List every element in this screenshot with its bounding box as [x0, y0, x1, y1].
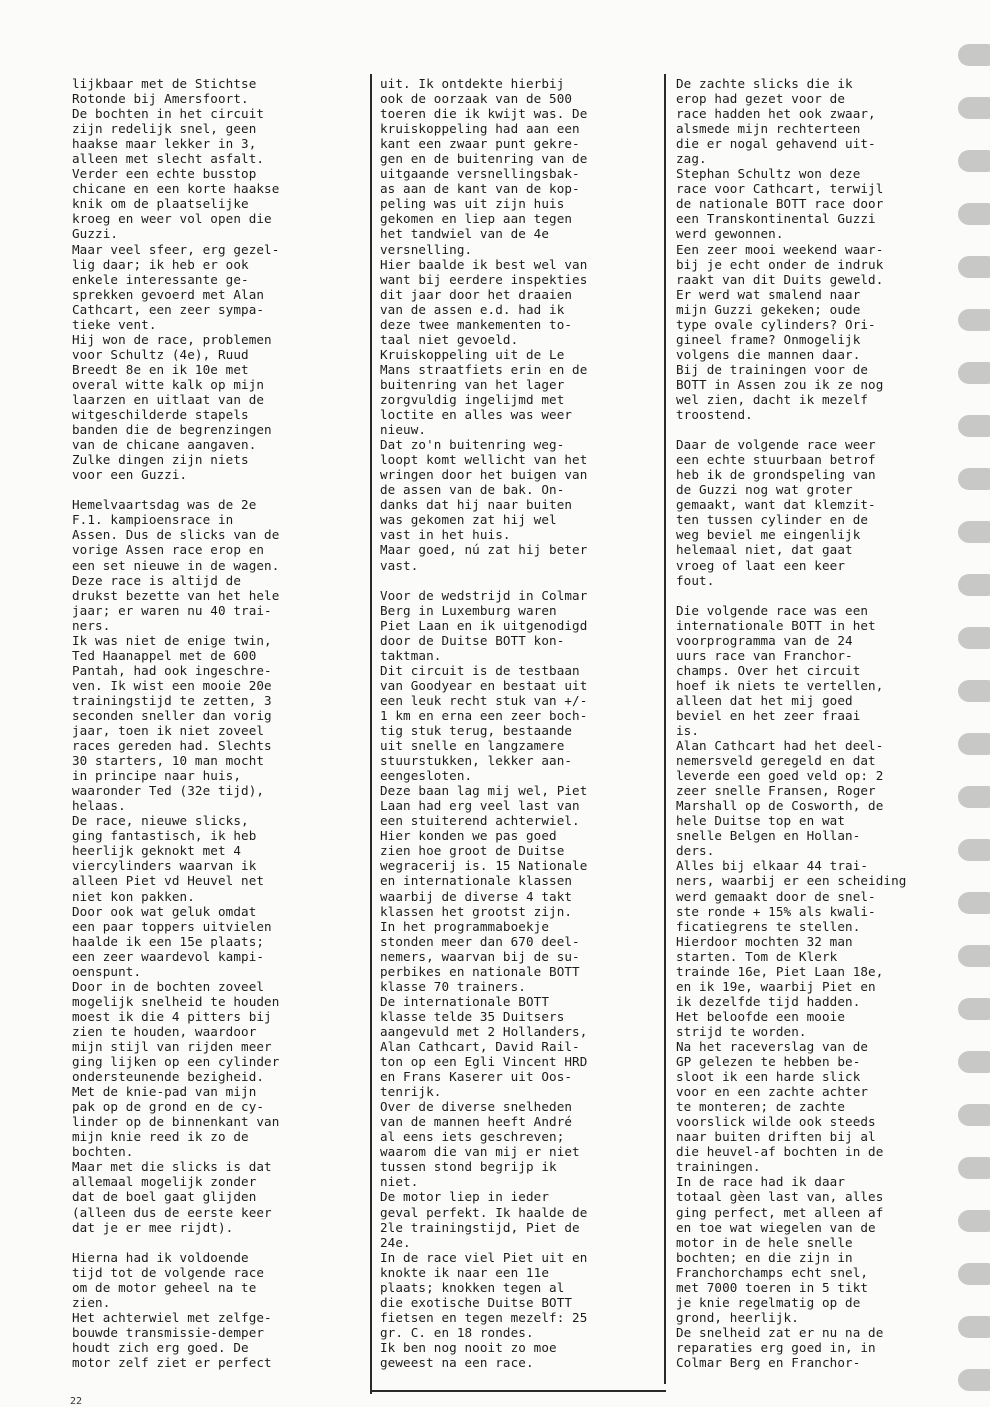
- text-line: Pantah, had ook ingeschre-: [72, 662, 272, 678]
- binder-hole: [958, 150, 990, 172]
- text-line: bouwde transmissie-demper: [72, 1324, 265, 1340]
- text-line: zijn redelijk snel, geen: [72, 121, 257, 137]
- text-line: weg beviel me eingenlijk: [676, 527, 861, 543]
- text-line: was gekomen zat hij wel: [380, 512, 557, 528]
- text-line: 2le trainingstijd, Piet de: [380, 1219, 580, 1235]
- text-line: Ik was niet de enige twin,: [72, 632, 272, 648]
- text-line: jaar, toen ik niet zoveel: [72, 723, 265, 739]
- text-line: Assen. Dus de slicks van de: [72, 527, 280, 543]
- text-line: Dat zo'n buitenring weg-: [380, 437, 565, 453]
- text-line: zag.: [676, 151, 707, 167]
- binder-hole: [958, 998, 990, 1020]
- text-line: taal niet gevoeld.: [380, 331, 519, 347]
- text-line: Laan had erg veel last van: [380, 798, 580, 814]
- binder-hole: [958, 1051, 990, 1073]
- binder-hole: [958, 256, 990, 278]
- text-line: haakse maar lekker in 3,: [72, 136, 257, 152]
- text-line: Die volgende race was een: [676, 602, 869, 618]
- text-line: een stuiterend achterwiel.: [380, 813, 580, 829]
- text-line: linder op de binnenkant van: [72, 1114, 280, 1130]
- text-line: In de race viel Piet uit en: [380, 1249, 588, 1265]
- text-line: De internationale BOTT: [380, 993, 550, 1009]
- text-line: Berg in Luxemburg waren: [380, 602, 557, 618]
- text-line: peling was uit zijn huis: [380, 196, 565, 212]
- text-line: want bij eerdere inspekties: [380, 271, 588, 287]
- text-line: erop had gezet voor de: [676, 91, 846, 107]
- text-line: Deze baan lag mij wel, Piet: [380, 783, 588, 799]
- column-divider-2: [664, 74, 666, 1384]
- text-line: waarom die van mij er niet: [380, 1144, 580, 1160]
- text-line: Bij de trainingen voor de: [676, 361, 869, 377]
- text-line: bochten.: [72, 1144, 134, 1160]
- text-line: klasse 70 trainers.: [380, 978, 526, 994]
- text-line: voorslick wilde ook steeds: [676, 1114, 876, 1130]
- text-line: ders.: [676, 843, 715, 859]
- text-line: Daar de volgende race weer: [676, 437, 876, 453]
- text-line: De zachte slicks die ik: [676, 76, 853, 91]
- text-line: kant een zwaar punt gekre-: [380, 136, 580, 152]
- text-line: oenspunt.: [72, 963, 142, 979]
- text-line: tieke vent.: [72, 316, 157, 332]
- text-line: Voor de wedstrijd in Colmar: [380, 587, 588, 603]
- text-line: Deze race is altijd de: [72, 572, 242, 588]
- text-line: drukst bezette van het hele: [72, 587, 280, 603]
- text-line: Guzzi.: [72, 226, 119, 242]
- text-line: voor een Guzzi.: [72, 467, 188, 483]
- text-line: Er werd wat smalend naar: [676, 286, 861, 302]
- text-line: de assen van de bak. On-: [380, 482, 565, 498]
- text-line: In het programmaboekje: [380, 918, 550, 934]
- binder-hole: [958, 1157, 990, 1179]
- binder-hole: [958, 1316, 990, 1338]
- text-line: Hij won de race, problemen: [72, 331, 272, 347]
- text-line: gekomen en liep aan tegen: [380, 211, 573, 227]
- text-line: voor en een zachte achter: [676, 1084, 869, 1100]
- text-line: naar buiten driften bij al: [676, 1129, 876, 1145]
- text-line: internationale BOTT in het: [676, 617, 876, 633]
- binder-hole: [958, 574, 990, 596]
- text-line: ik dezelfde tijd hadden.: [676, 993, 861, 1009]
- binder-hole: [958, 1104, 990, 1126]
- text-line: type ovale cylinders? Ori-: [676, 316, 876, 332]
- text-line: heb ik de grondspeling van: [676, 467, 876, 483]
- text-column-3: [676, 76, 952, 1370]
- text-line: vast.: [380, 557, 419, 573]
- text-line: reparaties erg goed in, in: [676, 1339, 876, 1355]
- text-line: tijd tot de volgende race: [72, 1264, 265, 1280]
- text-line: eengesloten.: [380, 768, 473, 784]
- text-line: loopt komt wellicht van het: [380, 452, 588, 468]
- text-line: bochten; en die zijn in: [676, 1249, 853, 1265]
- text-line: niet.: [380, 1174, 419, 1190]
- text-line: seconden sneller dan vorig: [72, 707, 272, 723]
- text-line: motor in de hele snelle: [676, 1234, 853, 1250]
- text-line: ficatiegrens te stellen.: [676, 918, 861, 934]
- text-line: Franchorchamps echt snel,: [676, 1264, 869, 1280]
- text-line: totaal gèen last van, alles: [676, 1189, 884, 1205]
- binder-hole: [958, 680, 990, 702]
- text-line: races gereden had. Slechts: [72, 738, 272, 754]
- text-line: Na het raceverslag van de: [676, 1039, 869, 1054]
- text-line: enkele interessante ge-: [72, 271, 249, 287]
- text-line: zien.: [72, 1294, 111, 1310]
- text-line: Door in de bochten zoveel: [72, 978, 265, 994]
- text-line: nieuw.: [380, 422, 427, 438]
- text-line: 24e.: [380, 1234, 411, 1250]
- text-line: wegracerij is. 15 Nationale: [380, 858, 588, 874]
- text-line: Cathcart, een zeer sympa-: [72, 301, 265, 317]
- text-line: lijkbaar met de Stichtse: [72, 76, 257, 91]
- text-line: mogelijk snelheid te houden: [72, 993, 280, 1009]
- text-line: Kruiskoppeling uit de Le: [380, 346, 565, 362]
- text-line: ging fantastisch, ik heb: [72, 828, 257, 844]
- text-line: [676, 422, 952, 437]
- text-line: hoef ik niets te vertellen,: [676, 677, 884, 693]
- text-line: ten tussen cylinder en de: [676, 512, 869, 528]
- text-line: Rotonde bij Amersfoort.: [72, 91, 249, 107]
- text-line: alleen Piet vd Heuvel net: [72, 873, 265, 889]
- text-line: Mans straatfiets erin en de: [380, 361, 588, 377]
- text-line: en Frans Kaserer uit Oos-: [380, 1069, 573, 1085]
- text-line: ging perfect, met alleen af: [676, 1204, 884, 1220]
- text-line: een set nieuwe in de wagen.: [72, 557, 280, 573]
- binder-hole: [958, 521, 990, 543]
- text-line: Door ook wat geluk omdat: [72, 903, 257, 919]
- text-line: alleen met slecht asfalt.: [72, 151, 265, 167]
- text-line: [676, 588, 952, 603]
- text-line: vorige Assen race erop en: [72, 542, 265, 558]
- text-line: snelle Belgen en Hollan-: [676, 828, 861, 844]
- text-line: Hier konden we pas goed: [380, 828, 557, 844]
- text-line: (alleen dus de eerste keer: [72, 1204, 272, 1220]
- text-line: het tandwiel van de 4e: [380, 226, 550, 242]
- text-line: BOTT in Assen zou ik ze nog: [676, 376, 884, 392]
- text-line: kruiskoppeling had aan een: [380, 121, 580, 137]
- binder-hole: [958, 1263, 990, 1285]
- text-line: sprekken gevoerd met Alan: [72, 286, 265, 302]
- text-line: ners.: [72, 617, 111, 633]
- text-line: en internationale klassen: [380, 873, 573, 889]
- text-line: beviel en het zeer fraai: [676, 707, 861, 723]
- text-line: Piet Laan en ik uitgenodigd: [380, 617, 588, 633]
- text-line: trainingstijd te zetten, 3: [72, 692, 272, 708]
- text-line: Verder een echte busstop: [72, 166, 257, 182]
- text-line: ondersteunende bezigheid.: [72, 1069, 265, 1085]
- text-line: Het beloofde een mooie: [676, 1008, 846, 1024]
- text-line: Hemelvaartsdag was de 2e: [72, 497, 257, 513]
- text-line: al eens iets geschreven;: [380, 1129, 565, 1145]
- text-line: voor Schultz (4e), Ruud: [72, 346, 249, 362]
- text-line: uurs race van Franchor-: [676, 647, 853, 663]
- text-line: geval perfekt. Ik haalde de: [380, 1204, 588, 1220]
- text-line: de Guzzi nog wat groter: [676, 482, 853, 498]
- text-line: nemers, waarvan bij de su-: [380, 948, 580, 964]
- text-line: uit. Ik ontdekte hierbij: [380, 76, 565, 91]
- binder-hole: [958, 1369, 990, 1391]
- text-line: wringen door het buigen van: [380, 467, 588, 483]
- text-line: viercylinders waarvan ik: [72, 858, 257, 874]
- text-line: zorgvuldig ingelijmd met: [380, 391, 565, 407]
- text-line: trainingen.: [676, 1159, 761, 1175]
- text-line: kroeg en weer vol open die: [72, 211, 272, 227]
- text-line: strijd te worden.: [676, 1023, 807, 1039]
- text-line: wel zien, dacht ik mezelf: [676, 391, 869, 407]
- text-line: overal witte kalk op mijn: [72, 376, 265, 392]
- text-line: te monteren; de zachte: [676, 1099, 846, 1115]
- text-line: Maar met die slicks is dat: [72, 1159, 272, 1175]
- binder-hole: [958, 97, 990, 119]
- text-line: perbikes en nationale BOTT: [380, 963, 580, 979]
- text-line: volgens die mannen daar.: [676, 346, 861, 362]
- text-line: fietsen en tegen mezelf: 25: [380, 1309, 588, 1325]
- text-line: alsmede mijn rechterteen: [676, 121, 861, 137]
- text-line: ners, waarbij er een scheiding: [676, 873, 907, 889]
- text-line: gemaakt, want dat klemzit-: [676, 497, 876, 513]
- text-line: moest ik die 4 pitters bij: [72, 1008, 272, 1024]
- text-line: zien hoe groot de Duitse: [380, 843, 565, 859]
- text-line: Dit circuit is de testbaan: [380, 662, 580, 678]
- text-line: loctite en alles was weer: [380, 407, 573, 423]
- text-line: aangevuld met 2 Hollanders,: [380, 1023, 588, 1039]
- text-line: GP gelezen te hebben be-: [676, 1054, 861, 1070]
- text-line: versnelling.: [380, 241, 473, 257]
- text-line: Hierdoor mochten 32 man: [676, 933, 853, 949]
- text-line: race voor Cathcart, terwijl: [676, 181, 884, 197]
- text-line: Marshall op de Cosworth, de: [676, 798, 884, 814]
- text-line: as aan de kant van de kop-: [380, 181, 580, 197]
- text-line: ook de oorzaak van de 500: [380, 91, 573, 107]
- text-line: in principe naar huis,: [72, 768, 242, 784]
- text-line: buitenring van het lager: [380, 376, 565, 392]
- text-line: [72, 482, 364, 497]
- text-line: allemaal mogelijk zonder: [72, 1174, 257, 1190]
- binder-hole: [958, 733, 990, 755]
- text-line: Ik ben nog nooit zo moe: [380, 1339, 557, 1355]
- text-line: toeren die ik kwijt was. De: [380, 106, 588, 122]
- binder-hole: [958, 786, 990, 808]
- text-line: zien te houden, waardoor: [72, 1023, 257, 1039]
- text-line: jaar; er waren nu 40 trai-: [72, 602, 272, 618]
- text-line: De race, nieuwe slicks,: [72, 813, 249, 829]
- text-line: vroeg of laat een keer: [676, 557, 846, 573]
- text-line: stuurstukken, lekker aan-: [380, 753, 573, 769]
- text-line: van de chicane aangaven.: [72, 437, 257, 453]
- column-divider-1: [370, 74, 372, 1394]
- text-line: Maar veel sfeer, erg gezel-: [72, 241, 280, 257]
- binder-hole: [958, 309, 990, 331]
- text-line: dit jaar door het draaien: [380, 286, 573, 302]
- text-line: Zulke dingen zijn niets: [72, 452, 249, 468]
- text-line: banden die de begrenzingen: [72, 422, 272, 438]
- text-line: gineel frame? Onmogelijk: [676, 331, 861, 347]
- text-line: mijn knie reed ik zo de: [72, 1129, 249, 1145]
- text-line: [72, 1235, 364, 1250]
- text-line: helaas.: [72, 798, 126, 814]
- text-line: die exotische Duitse BOTT: [380, 1294, 573, 1310]
- text-line: tussen stond begrijp ik: [380, 1159, 557, 1175]
- text-line: Over de diverse snelheden: [380, 1099, 573, 1115]
- text-line: lig daar; ik heb er ook: [72, 256, 249, 272]
- text-line: gen en de buitenring van de: [380, 151, 588, 167]
- text-line: deze twee mankementen to-: [380, 316, 573, 332]
- text-line: van de mannen heeft André: [380, 1114, 573, 1130]
- text-line: starten. Tom de Klerk: [676, 948, 838, 964]
- text-line: fout.: [676, 572, 715, 588]
- text-line: Hierna had ik voldoende: [72, 1249, 249, 1265]
- text-line: waaronder Ted (32e tijd),: [72, 783, 265, 799]
- text-line: uitgaande versnellingsbak-: [380, 166, 580, 182]
- binder-hole: [958, 362, 990, 384]
- text-line: In de race had ik daar: [676, 1174, 846, 1190]
- text-line: motor zelf ziet er perfect: [72, 1354, 272, 1370]
- text-line: je knie regelmatig op de: [676, 1294, 861, 1310]
- text-line: knik om de plaatselijke: [72, 196, 249, 212]
- text-column-2: [380, 76, 650, 1370]
- binder-hole: [958, 44, 990, 66]
- text-line: waarbij de diverse 4 takt: [380, 888, 573, 904]
- text-line: heerlijk geknokt met 4: [72, 843, 242, 859]
- text-line: Breedt 8e en ik 10e met: [72, 361, 249, 377]
- text-line: gr. C. en 18 rondes.: [380, 1324, 534, 1340]
- text-line: 1 km en erna een zeer boch-: [380, 707, 588, 723]
- text-line: Alles bij elkaar 44 trai-: [676, 858, 869, 874]
- text-line: dat je er mee rijdt).: [72, 1219, 234, 1235]
- text-line: voorprogramma van de 24: [676, 632, 853, 648]
- binder-hole: [958, 839, 990, 861]
- binder-hole: [958, 468, 990, 490]
- binder-hole: [958, 1210, 990, 1232]
- text-line: helemaal niet, dat gaat: [676, 542, 853, 558]
- text-line: Alan Cathcart, David Rail-: [380, 1039, 580, 1054]
- text-line: en toe wat wiegelen van de: [676, 1219, 876, 1235]
- binder-hole: [958, 892, 990, 914]
- text-line: met 7000 toeren in 5 tikt: [676, 1279, 869, 1295]
- text-line: race hadden het ook zwaar,: [676, 106, 876, 122]
- text-line: werd gemaakt door de snel-: [676, 888, 876, 904]
- text-line: een zeer waardevol kampi-: [72, 948, 265, 964]
- text-line: bij je echt onder de indruk: [676, 256, 884, 272]
- text-line: klassen het grootst zijn.: [380, 903, 573, 919]
- text-line: de nationale BOTT race door: [676, 196, 884, 212]
- text-line: ging lijken op een cylinder: [72, 1054, 280, 1070]
- text-line: zeer snelle Fransen, Roger: [676, 783, 876, 799]
- text-line: F.1. kampioensrace in: [72, 512, 234, 528]
- binder-hole: [958, 627, 990, 649]
- text-line: Maar goed, nú zat hij beter: [380, 542, 588, 558]
- text-line: die heuvel-af bochten in de: [676, 1144, 884, 1160]
- text-line: een paar toppers uitvielen: [72, 918, 272, 934]
- text-line: Stephan Schultz won deze: [676, 166, 861, 182]
- text-line: ste ronde + 15% als kwali-: [676, 903, 876, 919]
- binder-hole: [958, 415, 990, 437]
- text-line: Alan Cathcart had het deel-: [676, 738, 884, 754]
- text-line: en ik 19e, waarbij Piet en: [676, 978, 876, 994]
- text-line: trainde 16e, Piet Laan 18e,: [676, 963, 884, 979]
- text-line: alleen dat het mij goed: [676, 692, 853, 708]
- text-line: mijn Guzzi gekeken; oude: [676, 301, 861, 317]
- text-line: leverde een goed veld op: 2: [676, 768, 884, 784]
- text-line: stonden meer dan 670 deel-: [380, 933, 580, 949]
- text-line: is.: [676, 723, 700, 739]
- text-line: ven. Ik wist een mooie 20e: [72, 677, 272, 693]
- text-line: troostend.: [676, 407, 753, 423]
- text-line: chicane en een korte haakse: [72, 181, 280, 197]
- text-line: een Transkontinental Guzzi: [676, 211, 876, 227]
- text-line: raakt van dit Duits geweld.: [676, 271, 884, 287]
- text-line: om de motor geheel na te: [72, 1279, 257, 1295]
- text-line: tig stuk terug, bestaande: [380, 723, 573, 739]
- text-line: houdt zich erg goed. De: [72, 1339, 249, 1355]
- text-line: Een zeer mooi weekend waar-: [676, 241, 884, 257]
- text-line: 30 starters, 10 man mocht: [72, 753, 265, 769]
- text-line: grond, heerlijk.: [676, 1309, 799, 1325]
- text-line: mijn stijl van rijden meer: [72, 1039, 272, 1054]
- text-line: uit snelle en langzamere: [380, 738, 565, 754]
- text-line: door de Duitse BOTT kon-: [380, 632, 565, 648]
- text-line: van de assen e.d. had ik: [380, 301, 565, 317]
- text-line: dat de boel gaat glijden: [72, 1189, 257, 1205]
- text-column-1: [72, 76, 364, 1370]
- text-line: werd gewonnen.: [676, 226, 784, 242]
- text-line: taktman.: [380, 647, 442, 663]
- text-line: Met de knie-pad van mijn: [72, 1084, 257, 1100]
- text-line: Ted Haanappel met de 600: [72, 647, 257, 663]
- text-line: tenrijk.: [380, 1084, 442, 1100]
- text-line: De snelheid zat er nu na de: [676, 1324, 884, 1340]
- text-line: Hier baalde ik best wel van: [380, 256, 588, 272]
- text-line: een echte stuurbaan betrof: [676, 452, 876, 468]
- text-line: klasse telde 35 Duitsers: [380, 1008, 565, 1024]
- text-line: nemersveld geregeld en dat: [676, 753, 876, 769]
- text-line: De motor liep in ieder: [380, 1189, 550, 1205]
- text-line: hele Duitse top en wat: [676, 813, 846, 829]
- bottom-rule: [370, 1390, 666, 1392]
- binder-hole: [958, 203, 990, 225]
- text-line: ton op een Egli Vincent HRD: [380, 1054, 588, 1070]
- text-line: haalde ik een 15e plaats;: [72, 933, 265, 949]
- text-line: geweest na een race.: [380, 1354, 534, 1370]
- text-line: die er nogal gehavend uit-: [676, 136, 876, 152]
- text-line: danks dat hij naar buiten: [380, 497, 573, 513]
- text-line: laarzen en uitlaat van de: [72, 391, 265, 407]
- text-line: een leuk recht stuk van +/-: [380, 692, 588, 708]
- binder-hole: [958, 945, 990, 967]
- text-line: van Goodyear en bestaat uit: [380, 677, 588, 693]
- text-line: [380, 573, 650, 588]
- text-line: vast in het huis.: [380, 527, 511, 543]
- text-line: knokte ik naar een 11e: [380, 1264, 550, 1280]
- text-line: Het achterwiel met zelfge-: [72, 1309, 272, 1325]
- text-line: witgeschilderde stapels: [72, 407, 249, 423]
- page-number: 22: [70, 1396, 83, 1407]
- text-line: champs. Over het circuit: [676, 662, 861, 678]
- text-line: sloot ik een harde slick: [676, 1069, 861, 1085]
- text-line: niet kon pakken.: [72, 888, 195, 904]
- text-line: plaats; knokken tegen al: [380, 1279, 565, 1295]
- text-line: Colmar Berg en Franchor-: [676, 1354, 861, 1370]
- text-line: pak op de grond en de cy-: [72, 1099, 265, 1115]
- text-line: De bochten in het circuit: [72, 106, 265, 122]
